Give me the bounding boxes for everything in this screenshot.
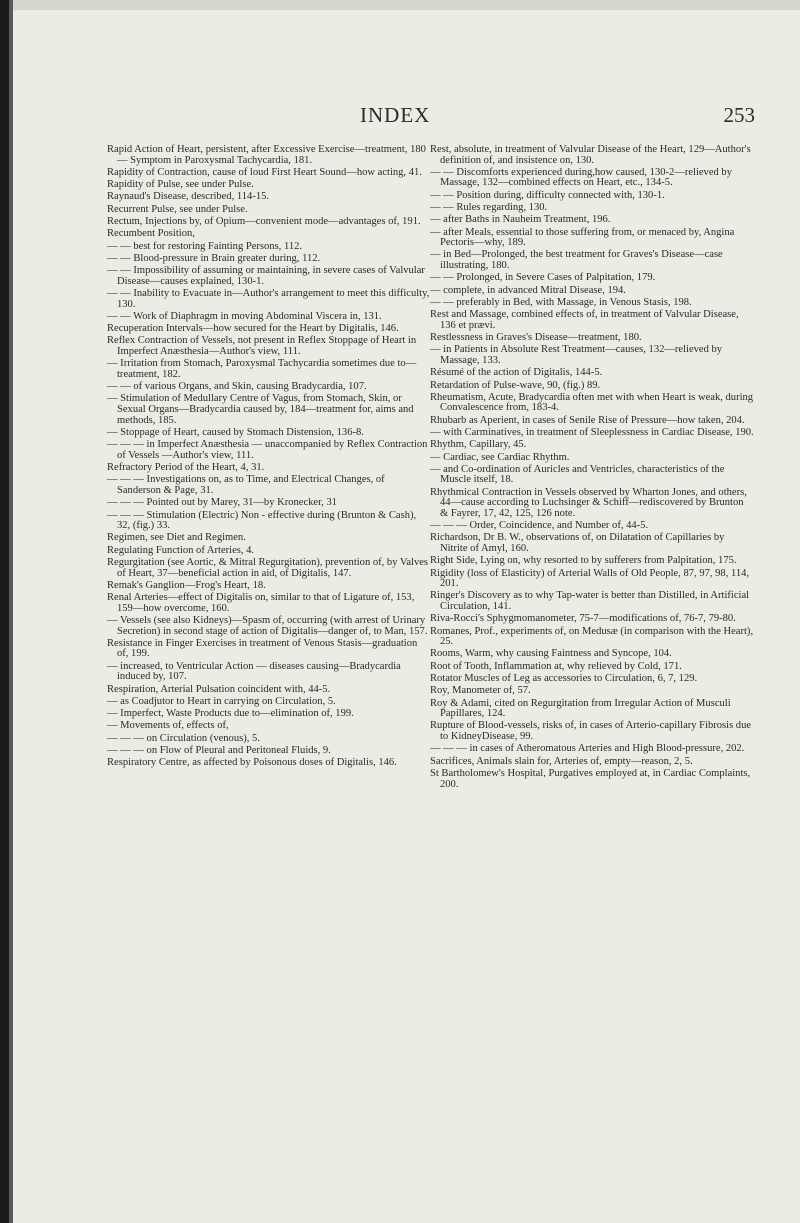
index-entry: Respiratory Centre, as affected by Poisonous doses of Digitalis, 146.	[107, 757, 397, 769]
index-entry: Riva-Rocci's Sphygmomanometer, 75-7—modifications of, 76-7, 79-80.	[430, 613, 736, 625]
index-entry: — Imperfect, Waste Products due to—elimination of, 199.	[107, 708, 354, 720]
index-entry: Root of Tooth, Inflammation at, why relieved by Cold, 171.	[430, 660, 682, 672]
index-entry: — — Rules regarding, 130.	[430, 202, 548, 214]
index-entry: Rhubarb as Aperient, in cases of Senile Rise of Pressure—how taken, 204.	[430, 414, 745, 426]
index-entry: — — — on Circulation (venous), 5.	[107, 732, 260, 744]
index-entry: Romanes, Prof., experiments of, on Medusæ (in comparison with the Heart), 25.	[430, 625, 754, 648]
index-entry: — and Co-ordination of Auricles and Ventricles, characteristics of the Muscle itself, 18.	[430, 463, 725, 486]
index-entry: Rapidity of Contraction, cause of loud First Heart Sound—how acting, 41.	[107, 166, 422, 178]
index-entry: Regimen, see Diet and Regimen.	[107, 532, 246, 544]
index-entry: — in Patients in Absolute Rest Treatment—causes, 132—relieved by Massage, 133.	[430, 344, 723, 366]
index-entry: Rotator Muscles of Leg as accessories to Circulation, 6, 7, 129.	[430, 673, 698, 685]
index-entry: — complete, in advanced Mitral Disease, 194.	[430, 284, 626, 296]
index-entry: — as Coadjutor to Heart in carrying on Circulation, 5.	[107, 695, 336, 707]
index-entry: — — — Pointed out by Marey, 31—by Kronecker, 31	[107, 497, 338, 509]
index-entry: — Vessels (see also Kidneys)—Spasm of, occurring (with arrest of Urinary Secretion) in second stage of action of Digitalis—danger of, to Man, 157.	[107, 615, 428, 637]
index-entry: Respiration, Arterial Pulsation coincident with, 44-5.	[107, 683, 331, 695]
index-entry: Resistance in Finger Exercises in treatment of Venous Stasis—graduation of, 199.	[107, 637, 418, 660]
index-entry: — — — Stimulation (Electric) Non - effective during (Brunton & Cash), 32, (fig.) 33.	[107, 509, 417, 532]
index-entry: — — Discomforts experienced during,how caused, 130-2—relieved by Massage, 132—combined effects on Heart, etc., 134-5.	[430, 166, 732, 189]
index-entry: Richardson, Dr B. W., observations of, on Dilatation of Capillaries by Nitrite of Amyl, 160.	[430, 532, 725, 554]
index-entry: St Bartholomew's Hospital, Purgatives employed at, in Cardiac Complaints, 200.	[430, 767, 751, 790]
index-entry: — — — in cases of Atheromatous Arteries and High Blood-pressure, 202.	[430, 743, 745, 755]
index-entry: — Irritation from Stomach, Paroxysmal Tachycardia sometimes due to—treatment, 182.	[107, 358, 417, 380]
index-entry: Rhythm, Capillary, 45.	[430, 439, 527, 451]
index-entry: — after Meals, essential to those suffering from, or menaced by, Angina Pectoris—why, 189.	[430, 226, 735, 249]
index-entry: Renal Arteries—effect of Digitalis on, similar to that of Ligature of, 153, 159—how overcome, 160.	[107, 592, 415, 614]
index-entry: Recuperation Intervals—how secured for the Heart by Digitalis, 146.	[107, 323, 399, 335]
index-entry: Roy & Adami, cited on Regurgitation from Irregular Action of Musculi Papillares, 124.	[430, 697, 731, 720]
index-entry: — Stoppage of Heart, caused by Stomach Distension, 136-8.	[107, 426, 364, 438]
index-entry: Remak's Ganglion—Frog's Heart, 18.	[107, 579, 266, 591]
index-entry: Résumé of the action of Digitalis, 144-5.	[430, 367, 603, 379]
index-entry: — — Position during, difficulty connected with, 130-1.	[430, 189, 665, 201]
index-entry: Ringer's Discovery as to why Tap-water is better than Distilled, in Artificial Circulation, 141.	[430, 590, 750, 613]
index-entry: — after Baths in Nauheim Treatment, 196.	[430, 214, 611, 226]
index-entry: Rooms, Warm, why causing Faintness and Syncope, 104.	[430, 648, 672, 660]
page-title: INDEX	[360, 103, 431, 127]
index-entry: Retardation of Pulse-wave, 90, (fig.) 89.	[430, 379, 601, 391]
index-entry: — — best for restoring Fainting Persons, 112.	[107, 240, 303, 252]
index-entry: — Cardiac, see Cardiac Rhythm.	[430, 451, 570, 463]
index-entry: — — Blood-pressure in Brain greater during, 112.	[107, 252, 321, 264]
index-entry: — Movements of, effects of,	[107, 720, 229, 732]
index-column-right	[430, 145, 754, 792]
page-header	[0, 103, 800, 129]
index-entry: Regurgitation (see Aortic, & Mitral Regurgitation), prevention of, by Valves of Heart, 37—beneficial action in aid, of Digitalis, 147.	[107, 556, 429, 579]
index-entry: Refractory Period of the Heart, 4, 31.	[107, 462, 265, 474]
index-entry: Rectum, Injections by, of Opium—convenient mode—advantages of, 191.	[107, 216, 421, 227]
index-entry: — — Prolonged, in Severe Cases of Palpitation, 179.	[430, 272, 656, 284]
index-entry: Rapidity of Pulse, see under Pulse.	[107, 179, 254, 191]
index-entry: Reflex Contraction of Vessels, not present in Reflex Stoppage of Heart in Imperfect Anæsthesia—Author's view, 111.	[107, 335, 417, 358]
page-top-edge	[0, 0, 800, 10]
index-entry: — — Work of Diaphragm in moving Abdominal Viscera in, 131.	[107, 310, 382, 322]
index-entry: Rapid Action of Heart, persistent, after Excessive Exercise—treatment, 180 — Symptom in Paroxysmal Tachycardia, 181.	[107, 144, 426, 166]
index-entry: — — Impossibility of assuming or maintaining, in severe cases of Valvular Disease—causes explained, 130-1.	[107, 265, 425, 287]
index-entry: — with Carminatives, in treatment of Sleeplessness in Cardiac Disease, 190.	[430, 426, 754, 438]
index-entry: Raynaud's Disease, described, 114-15.	[107, 191, 270, 203]
index-entry: Restlessness in Graves's Disease—treatment, 180.	[430, 332, 642, 344]
index-entry: Rheumatism, Acute, Bradycardia often met with when Heart is weak, during Convalescence from, 183-4.	[430, 391, 754, 414]
index-entry: Recurrent Pulse, see under Pulse.	[107, 203, 248, 215]
index-entry: Right Side, Lying on, why resorted to by sufferers from Palpitation, 175.	[430, 555, 737, 567]
index-entry: Roy, Manometer of, 57.	[430, 685, 531, 697]
book-binding-edge	[0, 0, 9, 1223]
index-entry: Sacrifices, Animals slain for, Arteries of, empty—reason, 2, 5.	[430, 755, 693, 767]
index-entry: Recumbent Position,	[107, 228, 195, 240]
index-entry: — increased, to Ventricular Action — diseases causing—Bradycardia induced by, 107.	[107, 660, 401, 683]
index-entry: — Stimulation of Medullary Centre of Vagus, from Stomach, Skin, or Sexual Organs—Bradycardia caused by, 184—treatment for, aims and methods, 185.	[107, 393, 414, 426]
index-entry: Rhythmical Contraction in Vessels observed by Wharton Jones, and others, 44—cause according to Luchsinger & Schiff—rediscovered by Brunton & Fayrer, 17, 42, 125, 126 note.	[430, 486, 747, 519]
page-number: 253	[723, 103, 755, 127]
index-entry: — — Inability to Evacuate in—Author's arrangement to meet this difficulty, 130.	[107, 288, 430, 310]
index-entry: Rest and Massage, combined effects of, in treatment of Valvular Disease, 136 et prævi.	[430, 309, 739, 331]
index-entry: — in Bed—Prolonged, the best treatment for Graves's Disease—case illustrating, 180.	[430, 249, 723, 272]
book-binding-shadow	[9, 0, 13, 1223]
index-entry: — — — Investigations on, as to Time, and Electrical Changes, of Sanderson & Page, 31.	[107, 474, 385, 496]
index-entry: — — — Order, Coincidence, and Number of, 44-5.	[430, 520, 649, 532]
index-column-left	[107, 145, 431, 771]
index-entry: Rupture of Blood-vessels, risks of, in cases of Arterio-capillary Fibrosis due to KidneyDisease, 99.	[430, 720, 752, 743]
index-entry: — — preferably in Bed, with Massage, in Venous Stasis, 198.	[430, 296, 692, 308]
index-entry: — — — in Imperfect Anæsthesia — unaccompanied by Reflex Contraction of Vessels —Author's view, 111.	[107, 439, 428, 461]
index-entry: — — — on Flow of Pleural and Peritoneal Fluids, 9.	[107, 745, 331, 757]
index-entry: Regulating Function of Arteries, 4.	[107, 544, 255, 556]
index-entry: Rigidity (loss of Elasticity) of Arterial Walls of Old People, 87, 97, 98, 114, 201.	[430, 567, 750, 590]
index-entry: — — of various Organs, and Skin, causing Bradycardia, 107.	[107, 381, 367, 393]
index-entry: Rest, absolute, in treatment of Valvular Disease of the Heart, 129—Author's definition of, and insistence on, 130.	[430, 144, 751, 166]
